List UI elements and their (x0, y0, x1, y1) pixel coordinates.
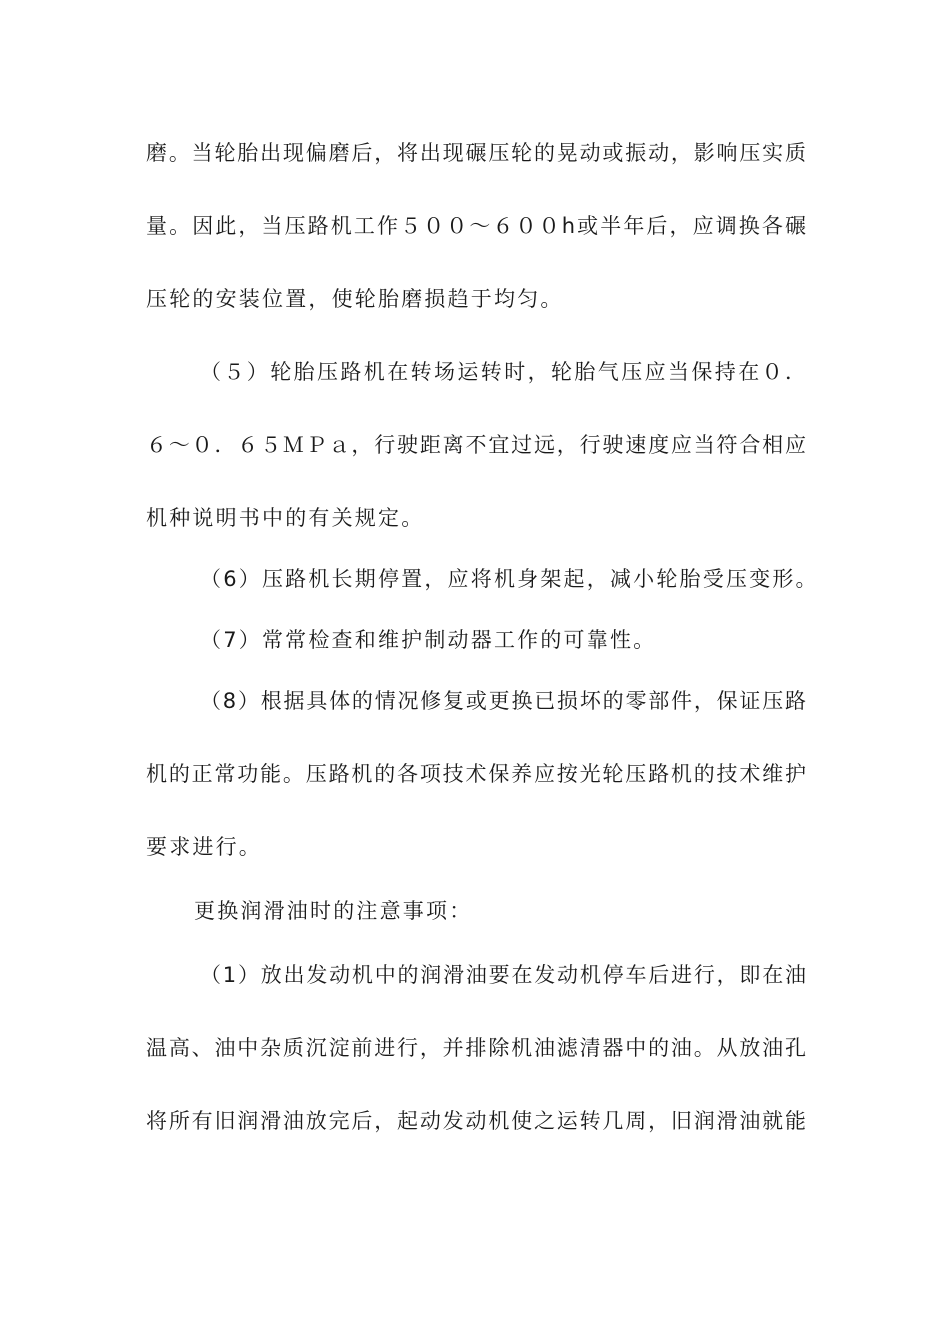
text-line: （５）轮胎压路机在转场运转时，轮胎气压应当保持在０． (200, 360, 806, 384)
text-line: 要求进行。 (146, 835, 262, 859)
text-line: （1）放出发动机中的润滑油要在发动机停车后进行，即在油 (200, 963, 806, 987)
text-line: 机种说明书中的有关规定。 (146, 506, 425, 530)
text-line: 温高、油中杂质沉淀前进行，并排除机油滤清器中的油。从放油孔 (146, 1036, 806, 1060)
text-line: （7）常常检查和维护制动器工作的可靠性。 (200, 628, 657, 652)
text-line: 压轮的安装位置，使轮胎磨损趋于均匀。 (146, 287, 564, 311)
section-heading: 更换润滑油时的注意事项： (194, 899, 473, 923)
text-line: 磨。当轮胎出现偏磨后，将出现碾压轮的晃动或振动，影响压实质 (146, 141, 806, 165)
text-line: （6）压路机长期停置，应将机身架起，减小轮胎受压变形。 (200, 567, 819, 591)
text-line: （8）根据具体的情况修复或更换已损坏的零部件，保证压路 (200, 689, 806, 713)
text-line: 将所有旧润滑油放完后，起动发动机使之运转几周，旧润滑油就能 (146, 1109, 806, 1133)
text-line: ６～０．６５ＭＰａ，行驶距离不宜过远，行驶速度应当符合相应 (146, 433, 806, 457)
text-line: 机的正常功能。压路机的各项技术保养应按光轮压路机的技术维护 (146, 762, 806, 786)
text-line: 量。因此，当压路机工作５００～６００h或半年后，应调换各碾 (146, 214, 806, 238)
